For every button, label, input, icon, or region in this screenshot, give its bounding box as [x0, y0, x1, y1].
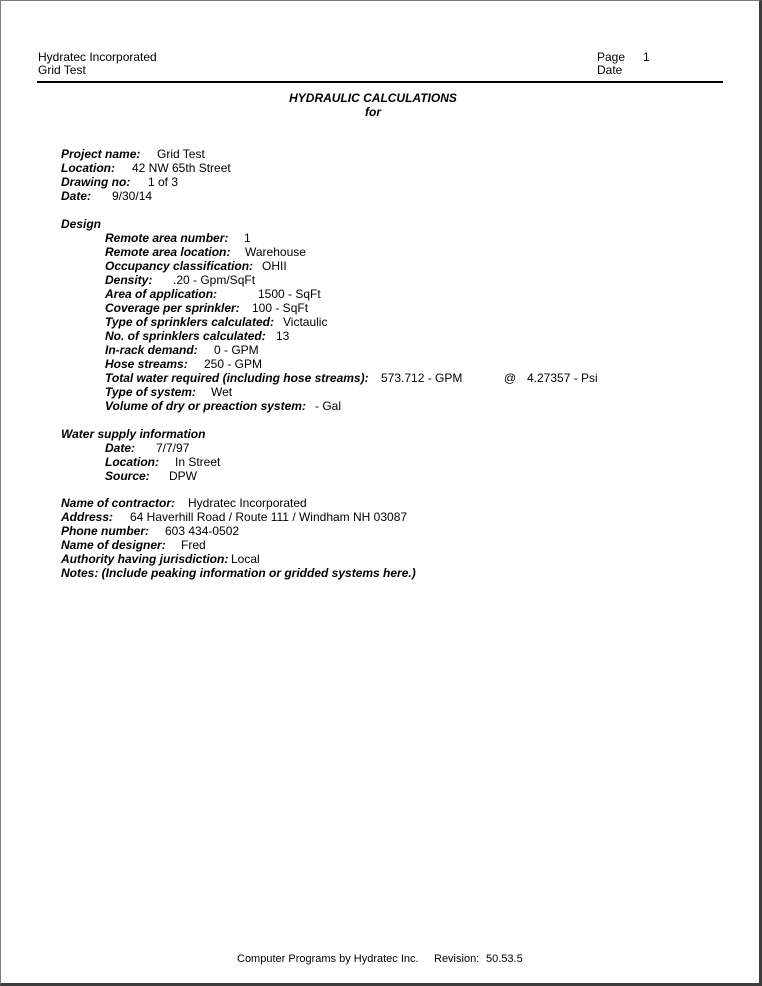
contractor-row-label: Name of designer:: [61, 538, 166, 552]
contractor-row-value: Fred: [181, 538, 206, 552]
design-row-value: .20 - Gpm/SqFt: [173, 273, 256, 287]
contractor-row-value: 603 434-0502: [165, 524, 240, 538]
date-field-label: Date:: [61, 189, 92, 203]
company-name: Hydratec Incorporated: [38, 50, 157, 64]
contractor-row-label: Phone number:: [61, 524, 150, 538]
drawing-value: 1 of 3: [148, 175, 179, 189]
design-row-value: 0 - GPM: [214, 343, 259, 357]
design-row-value: 250 - GPM: [204, 357, 263, 371]
design-row-label: Remote area number:: [105, 231, 229, 245]
footer-credit: Computer Programs by Hydratec Inc.: [237, 953, 419, 965]
design-row-label: Coverage per sprinkler:: [105, 301, 240, 315]
project-name-header: Grid Test: [38, 63, 86, 77]
design-row-value: 13: [276, 329, 290, 343]
design-row-value: Victaulic: [283, 315, 328, 329]
design-row-label: Volume of dry or preaction system:: [105, 399, 306, 413]
report-title: HYDRAULIC CALCULATIONS: [289, 91, 457, 105]
water-supply-row-value: 7/7/97: [156, 441, 190, 455]
header-rule: [37, 81, 723, 83]
date-label: Date: [597, 63, 623, 77]
date-field-value: 9/30/14: [112, 189, 153, 203]
project-name-label: Project name:: [61, 147, 141, 161]
revision-value: 50.53.5: [486, 953, 523, 965]
contractor-row-value: Hydratec Incorporated: [188, 496, 307, 510]
design-row-label: Area of application:: [105, 287, 218, 301]
water-supply-row-label: Date:: [105, 441, 136, 455]
notes-line: Notes: (Include peaking information or gridded systems here.): [61, 566, 416, 580]
contractor-row-label: Address:: [61, 510, 114, 524]
project-name-value: Grid Test: [157, 147, 205, 161]
design-row-label: Hose streams:: [105, 357, 188, 371]
design-row-value: OHII: [262, 259, 287, 273]
pressure-value: 4.27357 - Psi: [527, 371, 598, 385]
design-row-label: Density:: [105, 273, 153, 287]
design-row-label: Occupancy classification:: [105, 259, 254, 273]
contractor-row-label: Authority having jurisdiction:: [61, 552, 229, 566]
water-supply-heading: Water supply information: [61, 427, 206, 441]
design-row-value: 1500 - SqFt: [258, 287, 321, 301]
design-row-value: - Gal: [315, 399, 342, 413]
design-row-label: In-rack demand:: [105, 343, 198, 357]
design-row-label: Type of sprinklers calculated:: [105, 315, 274, 329]
location-value: 42 NW 65th Street: [132, 161, 231, 175]
design-row-value: Warehouse: [245, 245, 306, 259]
at-symbol: @: [504, 371, 517, 385]
water-supply-row-label: Source:: [105, 469, 150, 483]
design-row-value: 100 - SqFt: [252, 301, 309, 315]
contractor-row-value: Local: [231, 552, 260, 566]
design-row-label: Type of system:: [105, 385, 196, 399]
design-row-label: Remote area location:: [105, 245, 231, 259]
page-number: 1: [643, 50, 650, 64]
contractor-row-label: Name of contractor:: [61, 496, 176, 510]
report-subtitle: for: [365, 105, 381, 119]
design-row-value: Wet: [211, 385, 233, 399]
design-heading: Design: [61, 217, 102, 231]
design-row-label: No. of sprinklers calculated:: [105, 329, 266, 343]
location-label: Location:: [61, 161, 115, 175]
design-row-value: 1: [244, 231, 251, 245]
water-supply-row-value: DPW: [169, 469, 197, 483]
contractor-row-value: 64 Haverhill Road / Route 111 / Windham NH 03087: [130, 510, 408, 524]
revision-label: Revision:: [434, 953, 480, 965]
water-supply-row-label: Location:: [105, 455, 159, 469]
design-row-label: Total water required (including hose streams):: [105, 371, 369, 385]
page-label: Page: [597, 50, 626, 64]
design-row-value: 573.712 - GPM: [381, 371, 463, 385]
water-supply-row-value: In Street: [175, 455, 221, 469]
drawing-label: Drawing no:: [61, 175, 131, 189]
